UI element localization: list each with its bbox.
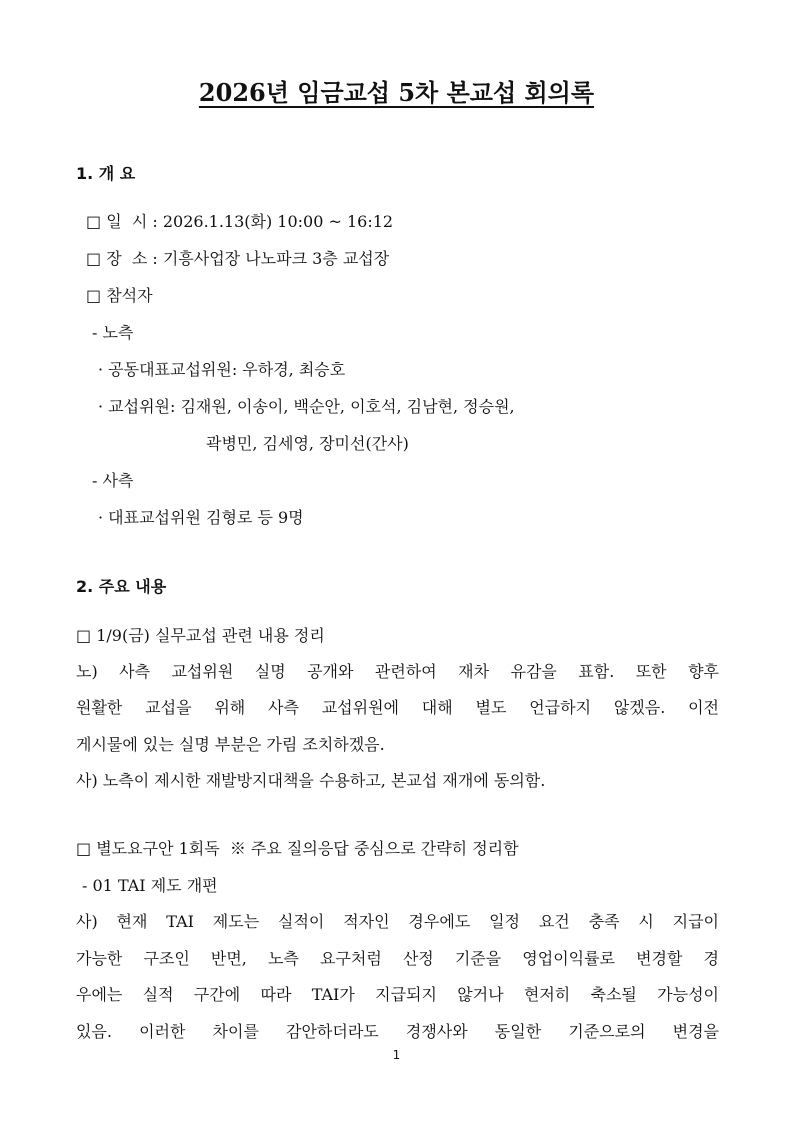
section-2-heading: 2. 주요 내용 bbox=[76, 577, 167, 596]
item-2-title: □ 별도요구안 1회독 ※ 주요 질의응답 중심으로 간략히 정리함 bbox=[76, 839, 519, 858]
item-2-subheading: - 01 TAI 제도 개편 bbox=[82, 876, 218, 895]
section-1-heading: 1. 개 요 bbox=[76, 164, 136, 183]
item-2-para-line: 있음. 이러한 차이를 감안하더라도 경쟁사와 동일한 기준으로의 변경을 bbox=[76, 1022, 719, 1041]
date-line: □ 일 시 : 2026.1.13(화) 10:00 ~ 16:12 bbox=[86, 212, 394, 231]
item-1-para-line: 노) 사측 교섭위원 실명 공개와 관련하여 재차 유감을 표함. 또한 향후 bbox=[76, 662, 719, 681]
item-1-title: □ 1/9(금) 실무교섭 관련 내용 정리 bbox=[76, 626, 325, 645]
document-title bbox=[0, 76, 793, 110]
attendees-line: □ 참석자 bbox=[86, 286, 153, 305]
item-1-para-line: 원활한 교섭을 위해 사측 교섭위원에 대해 별도 언급하지 않겠음. 이전 bbox=[76, 698, 719, 717]
page-number: 1 bbox=[392, 1048, 401, 1062]
place-line: □ 장 소 : 기흥사업장 나노파크 3층 교섭장 bbox=[86, 249, 390, 268]
mgmt-side-label: - 사측 bbox=[92, 471, 134, 490]
item-1-para-line: 게시물에 있는 실명 부분은 가림 조치하겠음. bbox=[76, 735, 385, 754]
labor-joint-rep-line: · 공동대표교섭위원: 우하경, 최승호 bbox=[98, 360, 346, 379]
labor-side-label: - 노측 bbox=[92, 323, 134, 342]
item-2-para-line: 우에는 실적 구간에 따라 TAI가 지급되지 않거나 현저히 축소될 가능성이 bbox=[76, 985, 719, 1004]
labor-members-line-2: 곽병민, 김세영, 장미선(간사) bbox=[206, 434, 409, 453]
labor-members-line-1: · 교섭위원: 김재원, 이송이, 백순안, 이호석, 김남현, 정승원, bbox=[98, 397, 515, 416]
item-2-para-line: 가능한 구조인 반면, 노측 요구처럼 산정 기준을 영업이익률로 변경할 경 bbox=[76, 949, 719, 968]
item-1-mgmt-response: 사) 노측이 제시한 재발방지대책을 수용하고, 본교섭 재개에 동의함. bbox=[76, 771, 546, 790]
item-2-para-line: 사) 현재 TAI 제도는 실적이 적자인 경우에도 일정 요건 충족 시 지급이 bbox=[76, 912, 719, 931]
mgmt-rep-line: · 대표교섭위원 김형로 등 9명 bbox=[98, 508, 304, 527]
document-title-text: 2026년 임금교섭 5차 본교섭 회의록 bbox=[198, 78, 595, 107]
